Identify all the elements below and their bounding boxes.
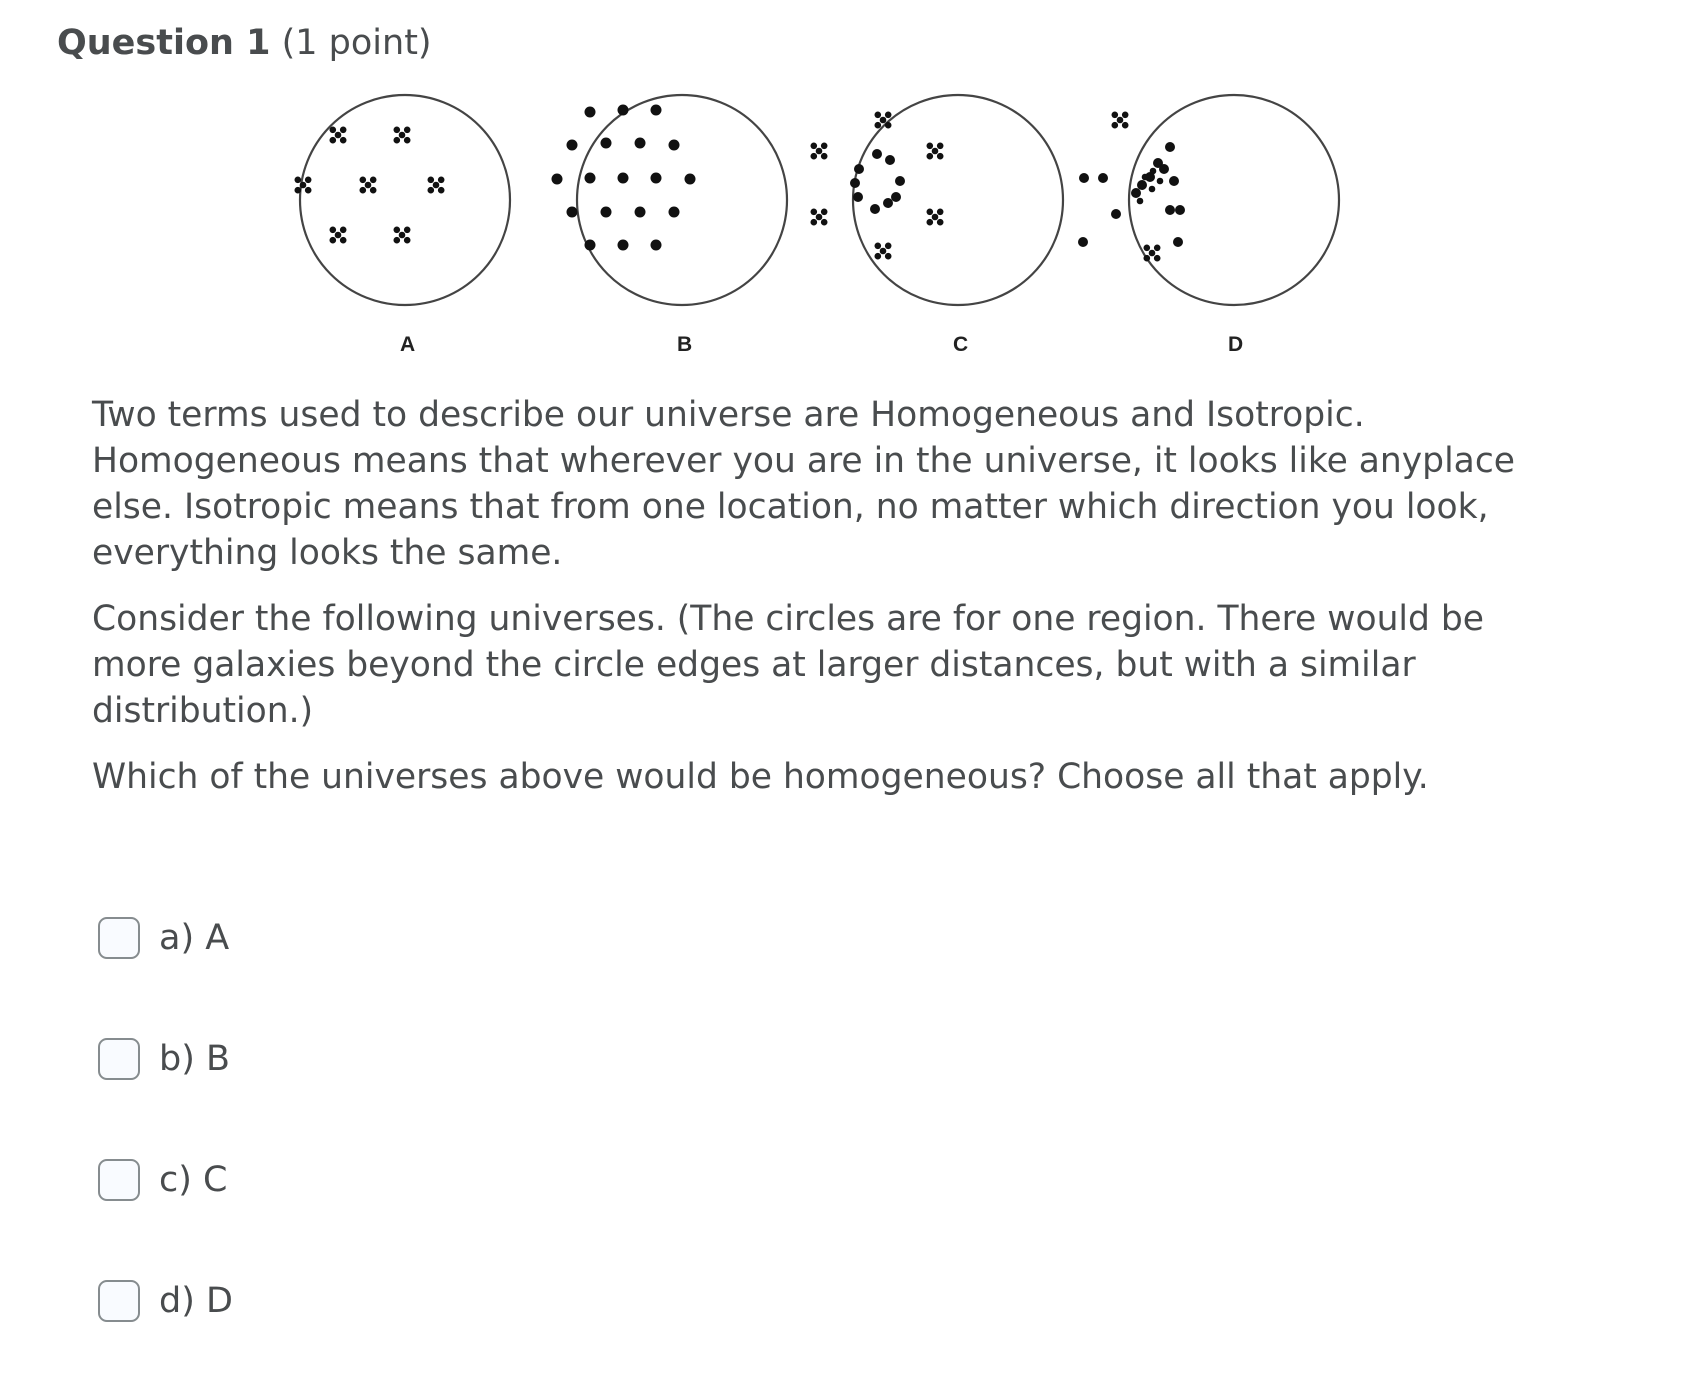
galaxy-b (651, 173, 662, 184)
checkbox-a[interactable] (98, 917, 140, 959)
universe-figure (290, 85, 1360, 370)
galaxy-b (601, 207, 612, 218)
galaxy-cluster-d (1117, 117, 1124, 124)
galaxy-b (567, 140, 578, 151)
galaxy-cluster-d (1122, 112, 1129, 119)
galaxy-cluster-d (1154, 245, 1161, 252)
galaxy-cluster-c (880, 248, 887, 255)
galaxy-b (585, 240, 596, 251)
choice-label-a: a) A (159, 918, 230, 958)
galaxy-cluster-c (811, 153, 818, 160)
galaxy-cluster-a (295, 177, 302, 184)
galaxy-b (618, 173, 629, 184)
galaxy-cluster-c (937, 143, 944, 150)
checkbox-c[interactable] (98, 1159, 140, 1201)
galaxy-cluster-d (1154, 255, 1161, 262)
galaxy-cluster-a (305, 187, 312, 194)
galaxy-cluster-d (1144, 245, 1151, 252)
choice-label-c: c) C (159, 1160, 228, 1200)
choice-label-d: d) D (159, 1281, 233, 1321)
galaxy-cluster-a (330, 227, 337, 234)
galaxy-c (891, 192, 901, 202)
galaxy-cluster-d (1144, 255, 1151, 262)
galaxy-c (853, 192, 863, 202)
galaxy-cluster-a (335, 232, 342, 239)
galaxy-cluster-a (394, 127, 401, 134)
galaxy-cluster-a (404, 237, 411, 244)
galaxy-c (885, 155, 895, 165)
galaxy-d (1079, 173, 1089, 183)
panel-label-c: C (953, 333, 969, 356)
galaxy-b (552, 174, 563, 185)
galaxy-b (585, 107, 596, 118)
galaxy-cluster-a (330, 237, 337, 244)
galaxy-cluster-a (433, 182, 440, 189)
galaxy-d (1150, 168, 1157, 175)
galaxy-cluster-d (1149, 250, 1156, 257)
galaxy-d (1131, 188, 1141, 198)
galaxy-cluster-d (1122, 122, 1129, 129)
galaxy-b (651, 105, 662, 116)
galaxy-b (567, 207, 578, 218)
galaxy-cluster-c (811, 219, 818, 226)
galaxy-cluster-a (370, 177, 377, 184)
galaxy-b (618, 105, 629, 116)
galaxy-cluster-c (821, 219, 828, 226)
galaxy-c (850, 178, 860, 188)
galaxy-cluster-a (428, 187, 435, 194)
galaxy-b (601, 138, 612, 149)
galaxy-cluster-c (937, 219, 944, 226)
choice-a[interactable] (98, 912, 698, 964)
galaxy-cluster-c (821, 143, 828, 150)
galaxy-cluster-a (404, 137, 411, 144)
galaxy-cluster-c (821, 153, 828, 160)
question-header (57, 18, 432, 68)
galaxy-cluster-a (330, 127, 337, 134)
galaxy-cluster-a (360, 177, 367, 184)
universe-diagram (290, 85, 1360, 370)
galaxy-c (895, 176, 905, 186)
galaxy-cluster-a (404, 227, 411, 234)
galaxy-cluster-c (816, 214, 823, 221)
galaxy-cluster-c (880, 117, 887, 124)
galaxy-cluster-a (365, 182, 372, 189)
galaxy-cluster-c (937, 209, 944, 216)
prompt-paragraph-question: Which of the universes above would be homogeneous? Choose all that apply. (92, 757, 1429, 797)
galaxy-cluster-a (340, 137, 347, 144)
galaxy-cluster-a (330, 137, 337, 144)
galaxy-cluster-a (305, 177, 312, 184)
choice-label-b: b) B (159, 1039, 231, 1079)
galaxy-cluster-c (932, 214, 939, 221)
galaxy-cluster-a (340, 127, 347, 134)
galaxy-cluster-a (438, 177, 445, 184)
galaxy-cluster-a (335, 132, 342, 139)
galaxy-cluster-c (885, 122, 892, 129)
galaxy-c (872, 149, 882, 159)
question-points: (1 point) (281, 23, 432, 63)
galaxy-b (685, 174, 696, 185)
galaxy-cluster-a (394, 137, 401, 144)
galaxy-cluster-a (394, 227, 401, 234)
galaxy-cluster-c (875, 253, 882, 260)
galaxy-cluster-c (811, 209, 818, 216)
galaxy-cluster-a (370, 187, 377, 194)
galaxy-cluster-c (927, 143, 934, 150)
question-title: Question 1 (57, 23, 271, 63)
panel-label-a: A (400, 333, 416, 356)
galaxy-cluster-c (875, 122, 882, 129)
checkbox-d[interactable] (98, 1280, 140, 1322)
galaxy-b (635, 138, 646, 149)
galaxy-cluster-a (360, 187, 367, 194)
galaxy-d (1157, 178, 1164, 185)
galaxy-c (854, 164, 864, 174)
galaxy-cluster-c (875, 243, 882, 250)
galaxy-b (669, 207, 680, 218)
galaxy-b (635, 207, 646, 218)
galaxy-cluster-c (927, 209, 934, 216)
galaxy-cluster-d (1112, 122, 1119, 129)
prompt-paragraph-definitions: Two terms used to describe our universe are Homogeneous and Isotropic. Homogeneous means that wherever you are in the universe, it looks like anyplace else. Isotropic means that from one location, no matter which direction you look, everything looks the same. (92, 395, 1516, 573)
galaxy-cluster-a (399, 132, 406, 139)
galaxy-b (585, 173, 596, 184)
galaxy-d (1165, 142, 1175, 152)
universe-circle-d (1129, 95, 1339, 305)
galaxy-d (1098, 173, 1108, 183)
galaxy-b (669, 140, 680, 151)
galaxy-c (883, 198, 893, 208)
galaxy-cluster-c (937, 153, 944, 160)
panel-label-d: D (1228, 333, 1244, 356)
galaxy-cluster-a (295, 187, 302, 194)
galaxy-d (1111, 209, 1121, 219)
galaxy-cluster-c (875, 112, 882, 119)
galaxy-d (1137, 180, 1147, 190)
galaxy-cluster-a (399, 232, 406, 239)
galaxy-cluster-a (428, 177, 435, 184)
galaxy-cluster-c (932, 148, 939, 155)
galaxy-cluster-a (340, 237, 347, 244)
galaxy-d (1173, 237, 1183, 247)
choice-c[interactable] (98, 1154, 698, 1206)
galaxy-d (1078, 237, 1088, 247)
galaxy-d (1142, 174, 1149, 181)
galaxy-cluster-a (394, 237, 401, 244)
galaxy-d (1159, 164, 1169, 174)
galaxy-cluster-a (340, 227, 347, 234)
universe-circle-a (300, 95, 510, 305)
galaxy-d (1149, 186, 1156, 193)
galaxy-d (1169, 176, 1179, 186)
galaxy-cluster-a (404, 127, 411, 134)
checkbox-b[interactable] (98, 1038, 140, 1080)
galaxy-c (870, 204, 880, 214)
galaxy-cluster-c (885, 112, 892, 119)
galaxy-d (1175, 205, 1185, 215)
galaxy-cluster-a (438, 187, 445, 194)
universe-circle-b (577, 95, 787, 305)
galaxy-b (618, 240, 629, 251)
prompt-paragraph-context: Consider the following universes. (The circles are for one region. There would be more galaxies beyond the circle edges at larger distances, but with a similar distribution.) (92, 599, 1485, 731)
galaxy-cluster-c (816, 148, 823, 155)
galaxy-cluster-c (885, 253, 892, 260)
galaxy-b (651, 240, 662, 251)
galaxy-cluster-c (811, 143, 818, 150)
choice-b[interactable] (98, 1033, 698, 1085)
galaxy-cluster-c (885, 243, 892, 250)
galaxy-d (1165, 205, 1175, 215)
galaxy-d (1137, 198, 1144, 205)
galaxy-cluster-c (821, 209, 828, 216)
galaxy-cluster-c (927, 153, 934, 160)
answer-choices (98, 912, 698, 1396)
panel-label-b: B (677, 333, 693, 356)
galaxy-cluster-c (927, 219, 934, 226)
galaxy-cluster-d (1112, 112, 1119, 119)
choice-d[interactable] (98, 1275, 698, 1327)
galaxy-cluster-a (300, 182, 307, 189)
question-prompt (92, 392, 1522, 800)
